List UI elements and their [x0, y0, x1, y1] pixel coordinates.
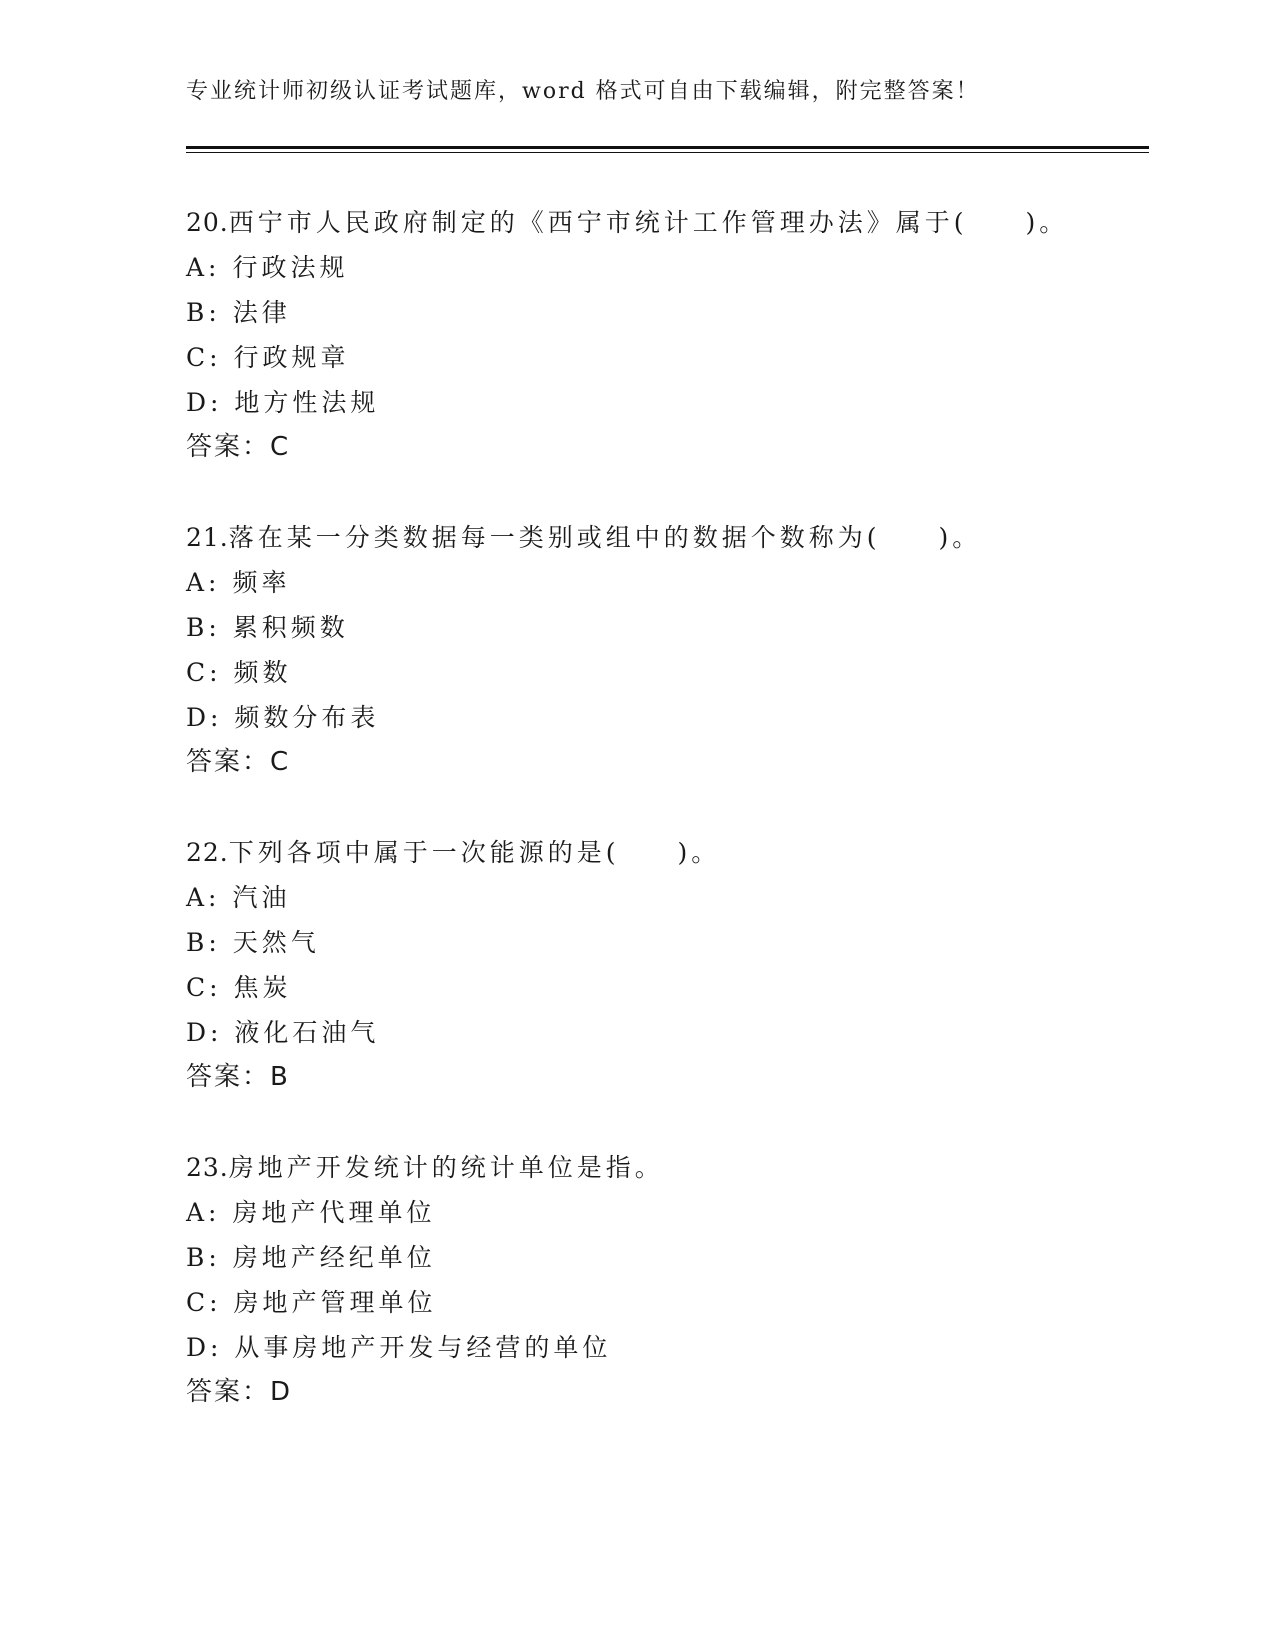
option-letter: B: [186, 1243, 221, 1272]
option-c [186, 650, 1146, 695]
option-letter: B: [186, 928, 221, 957]
page-header: 专业统计师初级认证考试题库，word 格式可自由下载编辑，附完整答案！ [186, 79, 980, 104]
header-rule-thin [186, 152, 1149, 153]
option-text: 行政规章 [233, 343, 350, 372]
question-text: 西宁市人民政府制定的《西宁市统计工作管理办法》属于( )。 [228, 208, 1069, 237]
answer-label: 答案： [186, 747, 271, 777]
option-d [186, 695, 1146, 740]
option-letter: A: [186, 253, 221, 282]
option-text: 从事房地产开发与经营的单位 [234, 1333, 612, 1362]
answer-value: C [270, 432, 291, 462]
answer-label: 答案： [186, 432, 271, 462]
option-letter: B: [186, 298, 221, 327]
answer-label: 答案： [186, 1062, 271, 1092]
question-stem [186, 515, 1146, 560]
option-d [186, 380, 1146, 425]
option-text: 焦炭 [233, 973, 292, 1002]
option-letter: D: [186, 1333, 223, 1362]
option-text: 频数 [233, 658, 292, 687]
option-letter: A: [186, 1198, 221, 1227]
option-b [186, 290, 1146, 335]
question-23 [186, 1145, 1146, 1415]
header-rule-thick [186, 146, 1149, 149]
option-a [186, 1190, 1146, 1235]
option-b [186, 605, 1146, 650]
option-c [186, 965, 1146, 1010]
option-text: 累积频数 [232, 613, 349, 642]
question-stem [186, 1145, 1146, 1190]
option-letter: C: [186, 343, 222, 372]
answer-line [186, 425, 1146, 470]
option-text: 房地产管理单位 [233, 1288, 437, 1317]
option-text: 行政法规 [232, 253, 349, 282]
option-text: 汽油 [232, 883, 291, 912]
question-text: 下列各项中属于一次能源的是( )。 [228, 838, 721, 867]
option-b [186, 1235, 1146, 1280]
option-text: 频数分布表 [234, 703, 380, 732]
option-a [186, 560, 1146, 605]
option-d [186, 1010, 1146, 1055]
option-letter: B: [186, 613, 221, 642]
option-letter: A: [186, 883, 221, 912]
option-letter: C: [186, 1288, 222, 1317]
option-c [186, 1280, 1146, 1325]
question-20 [186, 200, 1146, 470]
option-letter: D: [186, 703, 223, 732]
option-a [186, 875, 1146, 920]
answer-label: 答案： [186, 1377, 271, 1407]
option-letter: D: [186, 388, 223, 417]
option-letter: D: [186, 1018, 223, 1047]
answer-value: C [270, 747, 291, 777]
answer-value: D [270, 1377, 293, 1407]
answer-line [186, 1055, 1146, 1100]
option-text: 液化石油气 [234, 1018, 380, 1047]
answer-line [186, 740, 1146, 785]
question-number: 22. [186, 838, 229, 867]
option-text: 房地产代理单位 [232, 1198, 436, 1227]
option-text: 频率 [232, 568, 291, 597]
question-number: 23. [186, 1153, 229, 1182]
option-b [186, 920, 1146, 965]
option-c [186, 335, 1146, 380]
option-text: 房地产经纪单位 [232, 1243, 436, 1272]
question-text: 落在某一分类数据每一类别或组中的数据个数称为( )。 [228, 523, 982, 552]
option-letter: C: [186, 658, 222, 687]
answer-line [186, 1370, 1146, 1415]
option-letter: C: [186, 973, 222, 1002]
option-d [186, 1325, 1146, 1370]
option-letter: A: [186, 568, 221, 597]
question-stem [186, 830, 1146, 875]
option-a [186, 245, 1146, 290]
question-number: 20. [186, 208, 229, 237]
option-text: 法律 [232, 298, 291, 327]
question-text: 房地产开发统计的统计单位是指。 [228, 1153, 664, 1182]
option-text: 地方性法规 [234, 388, 380, 417]
question-number: 21. [186, 523, 229, 552]
option-text: 天然气 [232, 928, 320, 957]
question-stem [186, 200, 1146, 245]
question-22 [186, 830, 1146, 1100]
answer-value: B [270, 1062, 290, 1092]
question-21 [186, 515, 1146, 785]
